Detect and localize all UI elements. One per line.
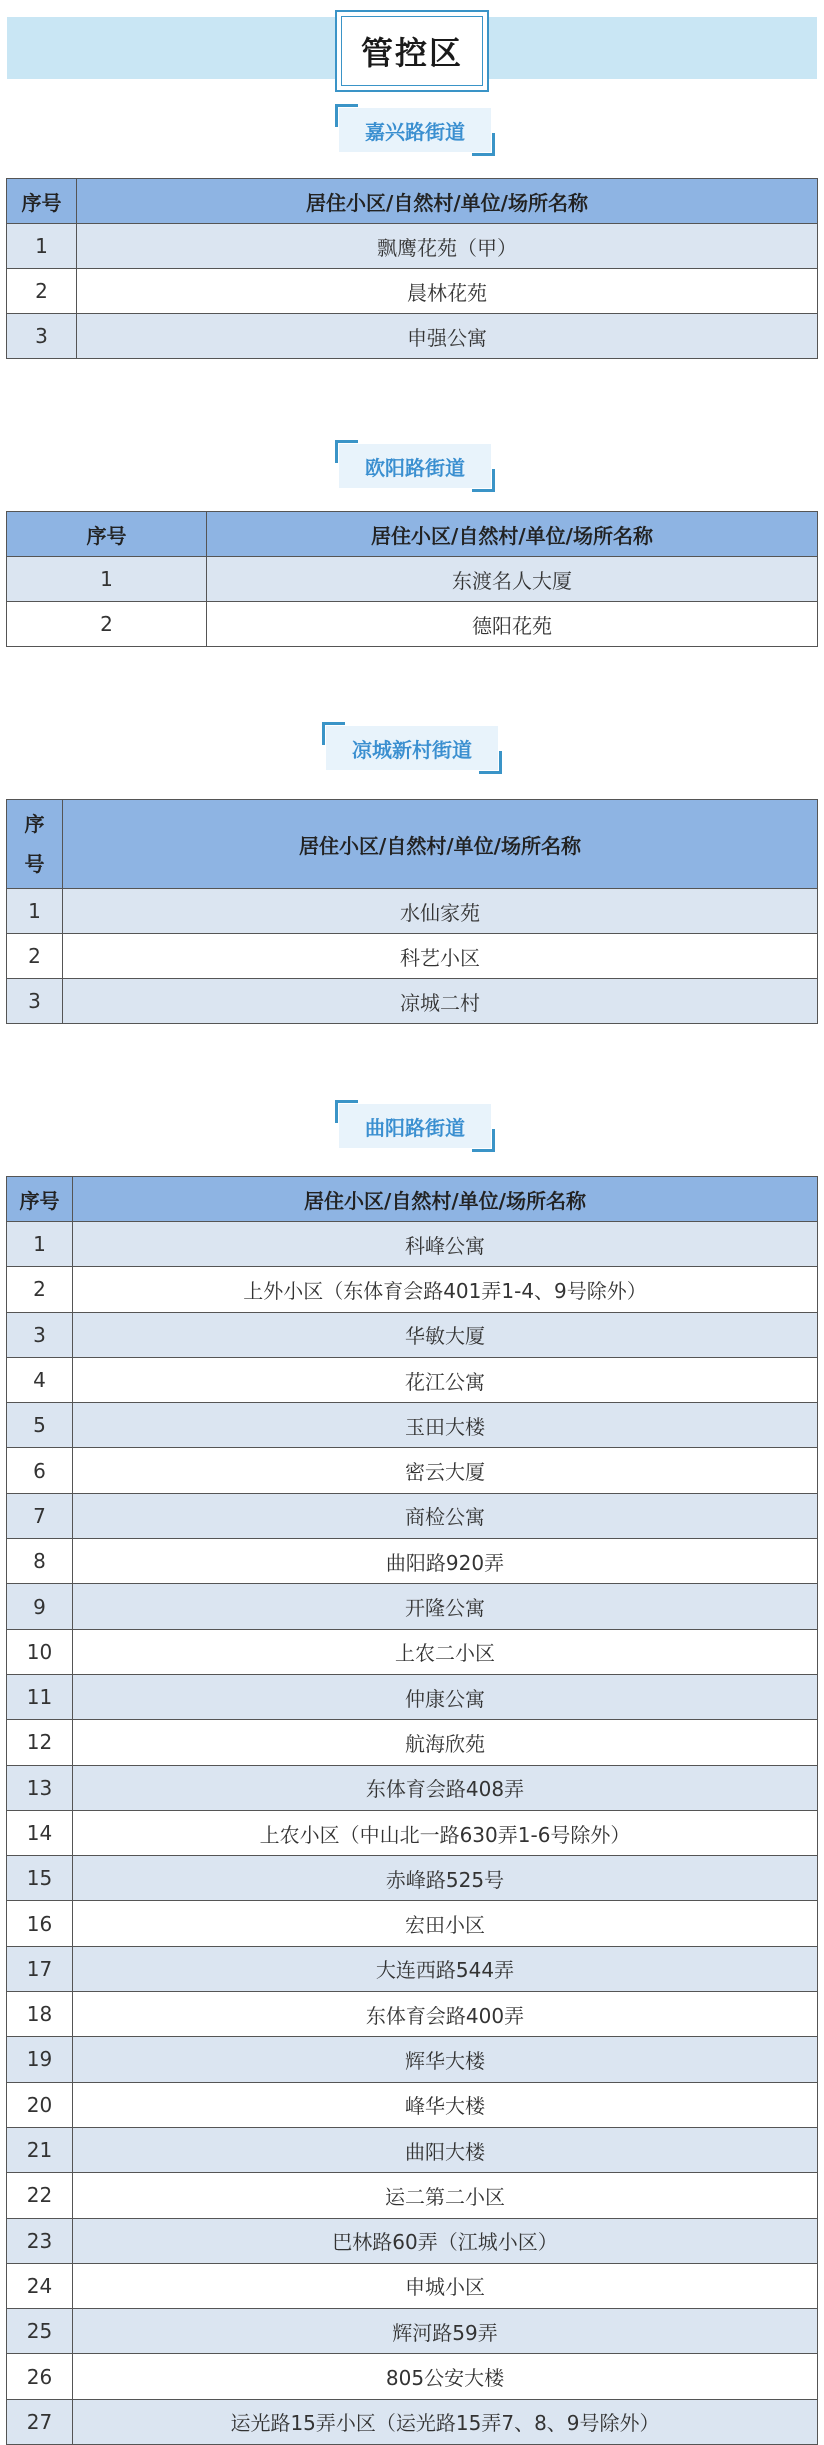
header-name: 居住小区/自然村/单位/场所名称 [63,800,818,889]
table-header-row [7,512,818,557]
row-name: 科艺小区 [63,934,818,979]
table-row [7,1493,818,1538]
table-row [7,1312,818,1357]
row-seq: 1 [7,224,77,269]
row-name: 运二第二小区 [73,2173,818,2218]
header-seq: 序号 [7,1177,73,1222]
row-seq: 17 [7,1946,73,1991]
row-seq: 4 [7,1357,73,1402]
row-seq: 3 [7,979,63,1024]
row-seq: 23 [7,2218,73,2263]
row-seq: 15 [7,1856,73,1901]
header-seq: 序号 [7,800,63,889]
header-name: 居住小区/自然村/单位/场所名称 [207,512,818,557]
row-seq: 20 [7,2082,73,2127]
section-table [6,1176,818,2445]
table-row [7,1765,818,1810]
table-row [7,934,818,979]
row-seq: 11 [7,1674,73,1719]
row-name: 赤峰路525号 [73,1856,818,1901]
row-name: 805公安大楼 [73,2354,818,2399]
section-heading [322,722,502,774]
header-name: 居住小区/自然村/单位/场所名称 [73,1177,818,1222]
table-row [7,2037,818,2082]
row-name: 晨林花苑 [77,269,818,314]
section-table [6,511,818,647]
table-row [7,557,818,602]
row-seq: 1 [7,889,63,934]
table-row [7,2263,818,2308]
row-name: 大连西路544弄 [73,1946,818,1991]
table-row [7,1810,818,1855]
row-seq: 2 [7,934,63,979]
table-row [7,2173,818,2218]
table-row [7,1357,818,1402]
table-row [7,2354,818,2399]
table-row [7,269,818,314]
row-seq: 8 [7,1539,73,1584]
table-row [7,2309,818,2354]
table-row [7,2127,818,2172]
row-name: 东体育会路408弄 [73,1765,818,1810]
section-table [6,178,818,359]
row-seq: 2 [7,269,77,314]
table-header-row [7,179,818,224]
section-title: 凉城新村街道 [326,726,498,770]
row-name: 商检公寓 [73,1493,818,1538]
row-seq: 14 [7,1810,73,1855]
row-name: 上农小区（中山北一路630弄1-6号除外） [73,1810,818,1855]
row-name: 科峰公寓 [73,1222,818,1267]
table-row [7,1946,818,1991]
table-row [7,2218,818,2263]
table-row [7,1403,818,1448]
row-name: 辉华大楼 [73,2037,818,2082]
row-name: 东体育会路400弄 [73,1992,818,2037]
table-row [7,602,818,647]
row-name: 申城小区 [73,2263,818,2308]
table-row [7,979,818,1024]
section-heading [335,1100,495,1152]
section-title: 嘉兴路街道 [339,108,491,152]
section-heading [335,104,495,156]
row-seq: 2 [7,602,207,647]
table-row [7,1901,818,1946]
row-name: 开隆公寓 [73,1584,818,1629]
table-row [7,1674,818,1719]
header-seq: 序号 [7,179,77,224]
section-title: 曲阳路街道 [339,1104,491,1148]
row-seq: 6 [7,1448,73,1493]
table-row [7,1992,818,2037]
row-name: 玉田大楼 [73,1403,818,1448]
row-name: 密云大厦 [73,1448,818,1493]
row-seq: 2 [7,1267,73,1312]
row-seq: 7 [7,1493,73,1538]
table-row [7,1267,818,1312]
table-row [7,1539,818,1584]
row-seq: 1 [7,1222,73,1267]
row-name: 峰华大楼 [73,2082,818,2127]
table-row [7,314,818,359]
row-name: 水仙家苑 [63,889,818,934]
row-name: 辉河路59弄 [73,2309,818,2354]
page-title: 管控区 [341,16,483,86]
row-seq: 5 [7,1403,73,1448]
row-name: 申强公寓 [77,314,818,359]
row-name: 宏田小区 [73,1901,818,1946]
row-name: 曲阳路920弄 [73,1539,818,1584]
row-name: 华敏大厦 [73,1312,818,1357]
row-name: 曲阳大楼 [73,2127,818,2172]
row-name: 运光路15弄小区（运光路15弄7、8、9号除外） [73,2399,818,2444]
row-seq: 3 [7,1312,73,1357]
row-seq: 19 [7,2037,73,2082]
table-header-row [7,1177,818,1222]
header-seq: 序号 [7,512,207,557]
table-row [7,1448,818,1493]
section-heading [335,440,495,492]
row-name: 巴林路60弄（江城小区） [73,2218,818,2263]
row-name: 上外小区（东体育会路401弄1-4、9号除外） [73,1267,818,1312]
row-name: 航海欣苑 [73,1720,818,1765]
row-seq: 16 [7,1901,73,1946]
row-seq: 26 [7,2354,73,2399]
row-name: 凉城二村 [63,979,818,1024]
row-name: 东渡名人大厦 [207,557,818,602]
table-row [7,1629,818,1674]
table-row [7,1584,818,1629]
page-title-box [335,10,489,92]
row-seq: 27 [7,2399,73,2444]
row-seq: 10 [7,1629,73,1674]
table-row [7,1222,818,1267]
row-seq: 24 [7,2263,73,2308]
table-row [7,889,818,934]
row-seq: 25 [7,2309,73,2354]
row-seq: 18 [7,1992,73,2037]
row-name: 德阳花苑 [207,602,818,647]
table-row [7,2082,818,2127]
table-row [7,224,818,269]
row-seq: 1 [7,557,207,602]
table-row [7,1720,818,1765]
table-row [7,2399,818,2444]
row-seq: 12 [7,1720,73,1765]
row-seq: 22 [7,2173,73,2218]
row-name: 花江公寓 [73,1357,818,1402]
row-seq: 3 [7,314,77,359]
table-row [7,1856,818,1901]
header-name: 居住小区/自然村/单位/场所名称 [77,179,818,224]
table-header-row [7,800,818,889]
section-table [6,799,818,1024]
row-seq: 13 [7,1765,73,1810]
row-name: 飘鹰花苑（甲） [77,224,818,269]
section-title: 欧阳路街道 [339,444,491,488]
row-name: 上农二小区 [73,1629,818,1674]
row-seq: 9 [7,1584,73,1629]
row-name: 仲康公寓 [73,1674,818,1719]
row-seq: 21 [7,2127,73,2172]
